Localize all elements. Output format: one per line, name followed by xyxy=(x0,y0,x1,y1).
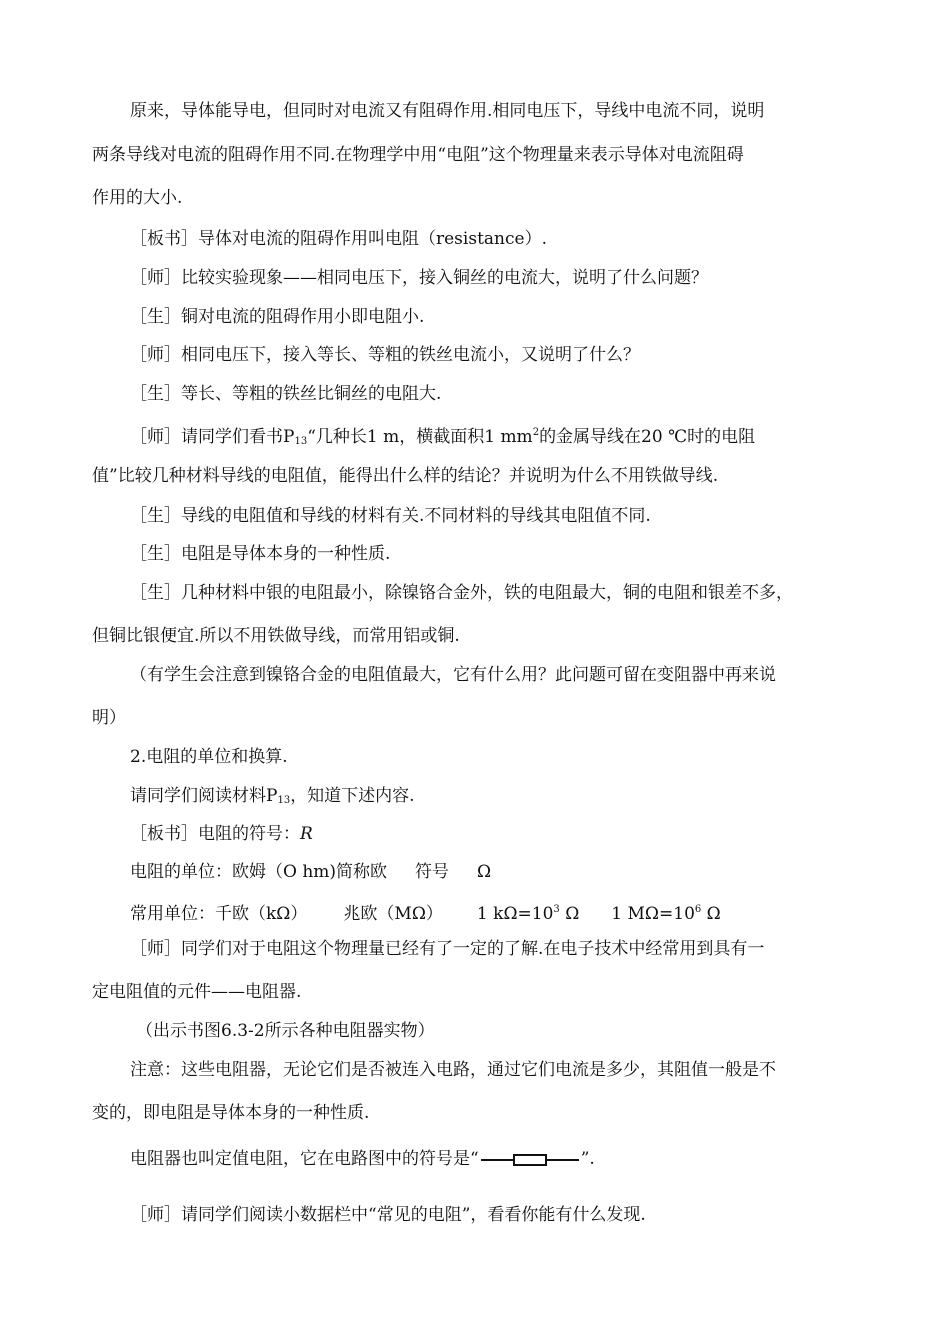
unit-symbol: Ω xyxy=(477,862,492,882)
unit-name: 电阻的单位：欧姆（O hm)简称欧 xyxy=(130,862,388,882)
reading-instruction-part-b: ，知道下述内容. xyxy=(290,786,415,806)
teacher-question-1: ［师］比较实验现象——相同电压下，接入铜丝的电流大，说明了什么问题？ xyxy=(130,268,708,288)
teacher-question-3-line2: 值”比较几种材料导线的电阻值，能得出什么样的结论？并说明为什么不用铁做导线. xyxy=(92,466,719,486)
teacher-question-3-part-a: ［师］请同学们看书P xyxy=(130,427,295,447)
common-unit-mega: 兆欧（MΩ） xyxy=(343,904,443,924)
note-line2: 明） xyxy=(92,708,126,728)
resistance-symbol: R xyxy=(300,824,313,844)
resistor-symbol-line xyxy=(130,1147,595,1171)
teacher-statement-4-line1: ［师］同学们对于电阻这个物理量已经有了一定的了解.在电子技术中经常用到具有一 xyxy=(130,939,765,959)
paragraph-intro-line3: 作用的大小. xyxy=(92,188,183,208)
mega-conversion: 1 MΩ=10 xyxy=(611,904,695,924)
student-answer-5-line1: ［生］几种材料中银的电阻最小，除镍铬合金外，铁的电阻最大，铜的电阻和银差不多， xyxy=(130,583,793,603)
common-units-line xyxy=(130,898,721,926)
demonstration-note: （出示书图6.3-2所示各种电阻器实物） xyxy=(136,1021,435,1041)
kilo-conversion: 1 kΩ=10 xyxy=(476,904,554,924)
area-superscript: 2 xyxy=(532,427,540,438)
resistor-symbol-icon xyxy=(481,1152,579,1168)
student-answer-5-line2: 但铜比银便宜.所以不用铁做导线，而常用铝或铜. xyxy=(92,626,460,646)
student-answer-4: ［生］电阻是导体本身的一种性质. xyxy=(130,544,391,564)
teacher-question-2: ［师］相同电压下，接入等长、等粗的铁丝电流小，又说明了什么？ xyxy=(130,345,640,365)
kilo-exponent: 3 xyxy=(553,904,560,915)
student-answer-3: ［生］导线的电阻值和导线的材料有关.不同材料的导线其电阻值不同. xyxy=(130,506,651,526)
paragraph-intro-line2: 两条导线对电流的阻碍作用不同.在物理学中用“电阻”这个物理量来表示导体对电流阻碍 xyxy=(92,145,744,165)
teacher-question-5: ［师］请同学们阅读小数据栏中“常见的电阻”，看看你能有什么发现. xyxy=(130,1205,646,1225)
teacher-question-3 xyxy=(130,421,755,454)
reading-instruction-part-a: 请同学们阅读材料P xyxy=(130,786,278,806)
section-heading: 2.电阻的单位和换算. xyxy=(130,747,288,767)
kilo-unit-tail: Ω xyxy=(559,904,580,924)
resistor-symbol-text-a: 电阻器也叫定值电阻，它在电路图中的符号是“ xyxy=(130,1149,479,1169)
common-unit-kilo: 常用单位：千欧（kΩ） xyxy=(130,904,308,924)
teacher-question-3-part-b: “几种长1 m，横截面积1 mm xyxy=(307,427,533,447)
attention-line2: 变的，即电阻是导体本身的一种性质. xyxy=(92,1103,370,1123)
reading-instruction xyxy=(130,784,415,813)
mega-unit-tail: Ω xyxy=(701,904,721,924)
board-note-symbol xyxy=(130,822,313,846)
student-answer-1: ［生］铜对电流的阻碍作用小即电阻小. xyxy=(130,307,425,327)
mega-exponent: 6 xyxy=(694,904,702,915)
student-answer-2: ［生］等长、等粗的铁丝比铜丝的电阻大. xyxy=(130,384,442,404)
unit-symbol-label: 符号 xyxy=(415,862,450,882)
board-note-definition: ［板书］导体对电流的阻碍作用叫电阻（resistance）. xyxy=(130,229,547,249)
resistor-symbol-text-b: ”. xyxy=(580,1149,595,1169)
teacher-statement-4-line2: 定电阻值的元件——电阻器. xyxy=(92,982,302,1002)
teacher-question-3-part-c: 的金属导线在20 ℃时的电阻 xyxy=(539,427,756,447)
unit-line xyxy=(130,860,491,884)
reading-page-subscript: 13 xyxy=(277,795,291,806)
board-note-symbol-label: ［板书］电阻的符号： xyxy=(130,824,300,844)
paragraph-intro-line1: 原来，导体能导电，但同时对电流又有阻碍作用.相同电压下，导线中电流不同，说明 xyxy=(130,101,765,121)
attention-line1: 注意：这些电阻器，无论它们是否被连入电路，通过它们电流是多少，其阻值一般是不 xyxy=(130,1060,776,1080)
page-subscript: 13 xyxy=(294,436,308,447)
note-line1: （有学生会注意到镍铬合金的电阻值最大，它有什么用？此问题可留在变阻器中再来说 xyxy=(130,665,776,685)
